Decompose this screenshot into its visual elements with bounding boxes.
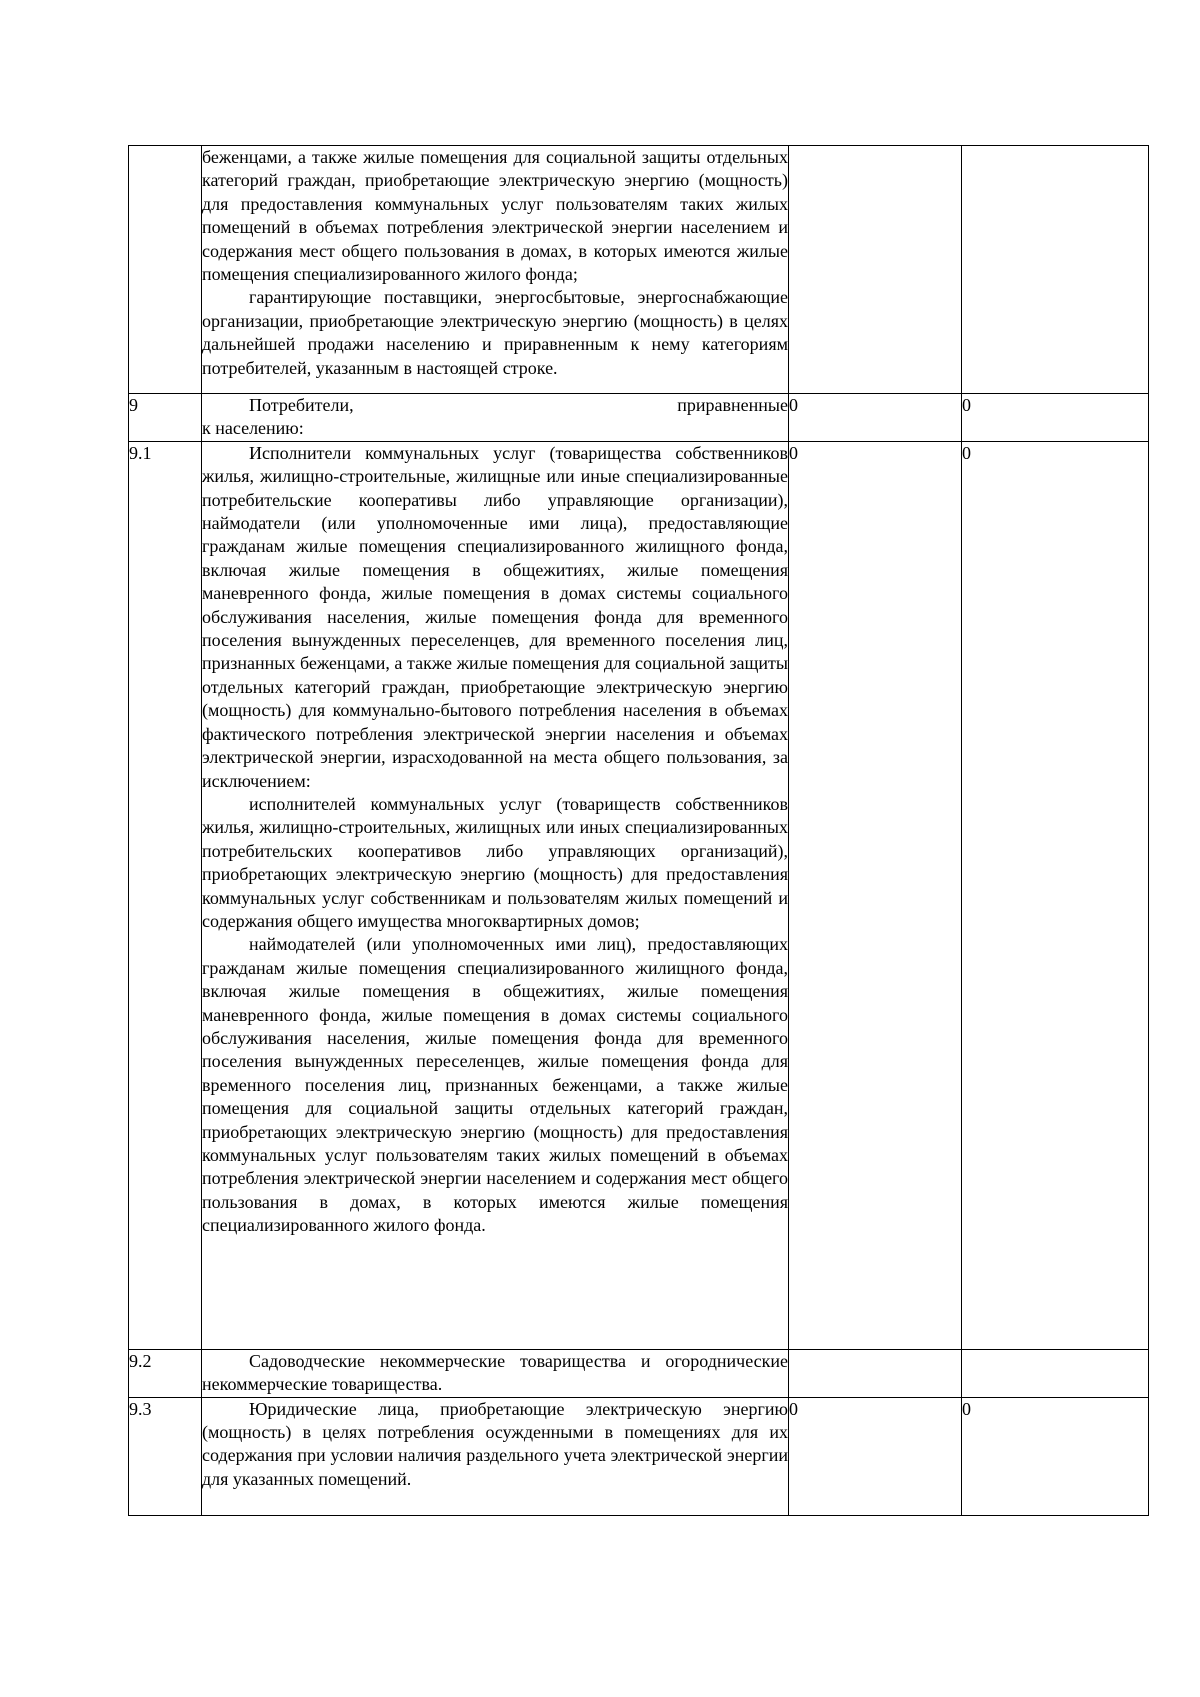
table-row [129,1397,1149,1515]
row-description [202,1349,789,1397]
row-number: 9 [129,394,202,442]
heading-left: Потребители, [249,395,354,415]
row-description [202,394,789,442]
value-cell: 0 [789,1397,962,1515]
value-cell [962,1349,1149,1397]
row-number: 9.2 [129,1349,202,1397]
value-cell [789,1349,962,1397]
value-cell: 0 [789,394,962,442]
table-row [129,394,1149,442]
tariff-table [128,145,1149,1516]
value-cell: 0 [962,441,1149,1349]
paragraph: Исполнители коммунальных услуг (товарищества собственников жилья, жилищно-строительные, жилищные или иные специализированные потребительские кооперативы либо управляющие организации), наймодатели (или уполномоченные ими лица), предоставляющие гражданам жилые помещения специализированного жилищного фонда, включая жилые помещения в общежитиях, жилые помещения маневренного фонда, жилые помещения в домах системы социального обслуживания населения, жилые помещения фонда для временного поселения вынужденных переселенцев, для временного поселения лиц, признанных беженцами, а также жилые помещения для социальной защиты отдельных категорий граждан, приобретающие электрическую энергию (мощность) для коммунально-бытового потребления населения в объемах фактического потребления электрической энергии населения и объемах электрической энергии, израсходованной на места общего пользования, за исключением: [202,442,788,791]
paragraph: наймодателей (или уполномоченных ими лиц), предоставляющих гражданам жилые помещения специализированного жилищного фонда, включая жилые помещения в общежитиях, жилые помещения маневренного фонда, жилые помещения в домах системы социального обслуживания населения, жилые помещения фонда для временного поселения вынужденных переселенцев, жилые помещения фонда для временного поселения лиц, признанных беженцами, а также жилые помещения для социальной защиты отдельных категорий граждан, приобретающих электрическую энергию (мощность) для предоставления коммунальных услуг пользователям таких жилых помещений в объемах потребления электрической энергии населением и содержания мест общего пользования в домах, в которых имеются жилые помещения специализированного жилого фонда. [202,934,788,1236]
paragraph: Садоводческие некоммерческие товарищества и огороднические некоммерческие товарищества. [202,1350,788,1395]
table-row [129,146,1149,394]
section-heading [202,394,788,417]
row-number [129,146,202,394]
value-cell [962,146,1149,394]
row-number: 9.3 [129,1397,202,1515]
paragraph: гарантирующие поставщики, энергосбытовые, энергоснабжающие организации, приобретающие электрическую энергию (мощность) в целях дальнейшей продажи населению и приравненным к нему категориям потребителей, указанным в настоящей строке. [202,287,788,378]
value-cell [789,146,962,394]
table-row [129,1349,1149,1397]
paragraph: Юридические лица, приобретающие электрическую энергию (мощность) в целях потребления осужденными в помещениях для их содержания при условии наличия раздельного учета электрической энергии для указанных помещений. [202,1398,788,1489]
value-cell: 0 [962,1397,1149,1515]
row-description [202,146,789,394]
value-cell: 0 [789,441,962,1349]
table-row [129,441,1149,1349]
row-number: 9.1 [129,441,202,1349]
row-description [202,1397,789,1515]
paragraph: исполнителей коммунальных услуг (товариществ собственников жилья, жилищно-строительных, жилищных или иных специализированных потребительских кооперативов либо управляющих организаций), приобретающих электрическую энергию (мощность) для предоставления коммунальных услуг собственникам и пользователям жилых помещений и содержания общего имущества многоквартирных домов; [202,793,788,931]
row-description [202,441,789,1349]
heading-tail: к населению: [202,418,304,439]
heading-right: приравненные [677,395,788,415]
paragraph: беженцами, а также жилые помещения для социальной защиты отдельных категорий граждан, приобретающие электрическую энергию (мощность) для предоставления коммунальных услуг пользователям таких жилых помещений в объемах потребления электрической энергии населением и содержания мест общего пользования в домах, в которых имеются жилые помещения специализированного жилого фонда; [202,147,788,285]
value-cell: 0 [962,394,1149,442]
